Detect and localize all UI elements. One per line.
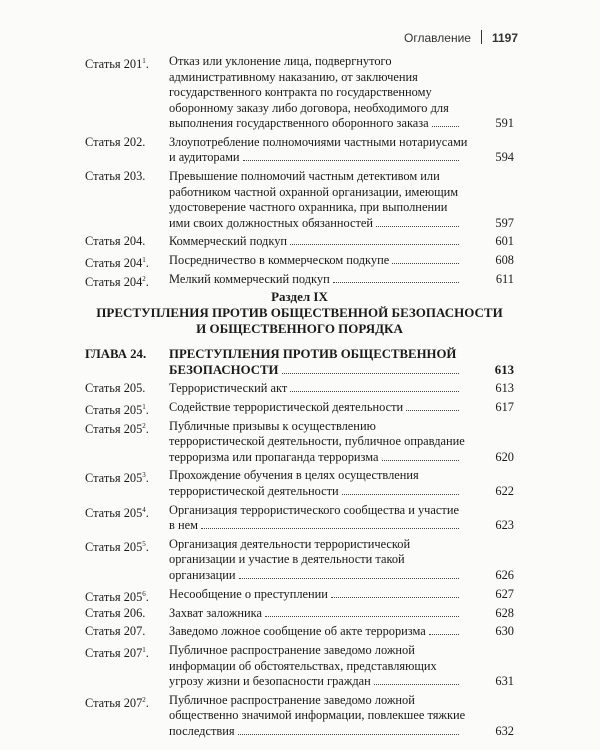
header-page-number: 1197 xyxy=(491,31,518,45)
leader-dots xyxy=(290,242,459,245)
article-title-line: последствия xyxy=(169,723,235,738)
toc-entry xyxy=(85,606,514,622)
article-label: Статья 207. xyxy=(85,624,146,639)
toc-entry xyxy=(85,693,514,740)
page-number: 632 xyxy=(495,723,514,738)
article-superscript: 6 xyxy=(142,589,146,598)
article-label: Статья $205^4$. xyxy=(85,505,149,520)
page-number: 622 xyxy=(495,483,514,498)
leader-dots xyxy=(201,526,459,529)
toc-entry xyxy=(85,169,514,231)
toc-entry xyxy=(85,272,514,288)
toc-entry xyxy=(85,643,514,690)
article-label: Статья 205. xyxy=(85,381,146,395)
section-title-line2: И ОБЩЕСТВЕННОГО ПОРЯДКА xyxy=(196,321,403,336)
article-label: Статья 203. xyxy=(85,169,146,184)
article-title-line: Публичные призывы к осуществлению xyxy=(169,418,376,433)
toc-entry xyxy=(85,587,514,603)
page-number: 617 xyxy=(495,399,514,414)
article-label: Статья $205^2$. xyxy=(85,421,149,436)
article-title-line: информации об обстоятельствах, представляющих xyxy=(169,658,437,673)
article-title-line: Публичное распространение заведомо ложной xyxy=(169,643,415,658)
chapter-title-line: ПРЕСТУПЛЕНИЯ ПРОТИВ ОБЩЕСТВЕННОЙ xyxy=(169,347,457,361)
article-label: Статья $207^1$. xyxy=(85,646,149,661)
toc-entry xyxy=(85,253,514,269)
header-divider xyxy=(481,30,482,44)
toc-entry xyxy=(85,624,514,640)
article-title-line: Террористический акт xyxy=(169,381,288,395)
header-section: Оглавление xyxy=(404,31,471,45)
article-label: Статья $205^1$. xyxy=(85,402,149,417)
article-superscript: 2 xyxy=(142,274,146,283)
article-superscript: 1 xyxy=(142,402,146,411)
toc-entry xyxy=(85,347,514,378)
article-title-line: оборонному заказу либо договора, необходимого для xyxy=(169,100,449,115)
article-superscript: 1 xyxy=(142,646,146,655)
leader-dots xyxy=(238,732,459,735)
leader-dots xyxy=(333,280,459,283)
article-title-line: организации xyxy=(169,567,236,582)
leader-dots xyxy=(432,124,459,127)
leader-dots xyxy=(392,261,459,264)
article-title-line: Злоупотребление полномочиями частными нотариусами xyxy=(169,134,468,149)
article-superscript: 3 xyxy=(142,471,146,480)
page-number: 601 xyxy=(495,234,514,249)
article-title-line: общественно значимой информации, повлекшее тяжкие xyxy=(169,708,466,723)
leader-dots xyxy=(429,632,459,635)
article-title-line: Заведомо ложное сообщение об акте терроризма xyxy=(169,624,426,639)
toc-entry xyxy=(85,135,514,166)
leader-dots xyxy=(342,492,459,495)
article-title-line: Публичное распространение заведомо ложной xyxy=(169,692,415,707)
article-title-line: ими своих должностных обязанностей xyxy=(169,215,374,230)
page-number: 630 xyxy=(495,624,514,639)
article-title-line: и аудиторами xyxy=(169,150,240,165)
article-superscript: 2 xyxy=(142,695,146,704)
toc-entry xyxy=(85,400,514,416)
article-title-line: Коммерческий подкуп xyxy=(169,234,288,249)
article-label: Статья 202. xyxy=(85,134,146,149)
article-title-line: работником частной охранной организации, имеющим xyxy=(169,184,459,199)
toc-entry xyxy=(85,419,514,466)
page-number: 627 xyxy=(495,586,514,601)
article-label: Статья $205^5$. xyxy=(85,539,149,554)
toc-entry xyxy=(85,503,514,534)
toc-list-bottom xyxy=(85,381,514,743)
page-number: 626 xyxy=(495,567,514,582)
chapter-entry xyxy=(85,347,514,378)
article-title-line: организации и участие в деятельности такой xyxy=(169,552,405,567)
leader-dots xyxy=(331,595,459,598)
article-title-line: террористической деятельности xyxy=(169,483,339,498)
article-title-line: Несообщение о преступлении xyxy=(169,586,328,601)
article-title-line: государственного контракта по государственному xyxy=(169,85,432,99)
article-title-line: выполнения государственного оборонного заказа xyxy=(169,116,429,130)
article-title-line: Содействие террористической деятельности xyxy=(169,399,404,414)
leader-dots xyxy=(374,682,459,685)
section-number: Раздел IX xyxy=(271,289,328,304)
article-title-line: терроризма или пропаганда терроризма xyxy=(169,449,379,464)
page-number: 594 xyxy=(495,150,514,165)
leader-dots xyxy=(265,614,459,617)
leader-dots xyxy=(382,458,459,461)
page-number: 608 xyxy=(495,253,514,268)
page-number: 623 xyxy=(495,518,514,533)
article-title-line: Организация террористического сообщества и участие xyxy=(169,502,459,517)
page-number: 597 xyxy=(495,215,514,230)
leader-dots xyxy=(243,158,459,161)
article-title-line: Превышение полномочий частным детективом или xyxy=(169,169,440,184)
article-title-line: административному наказанию, от заключения xyxy=(169,69,418,84)
page-number: 631 xyxy=(495,674,514,689)
article-title-line: в нем xyxy=(169,518,198,533)
article-superscript: 1 xyxy=(142,256,146,265)
article-label: Статья $205^6$. xyxy=(85,589,149,604)
article-label: Статья $204^1$. xyxy=(85,256,149,271)
page-number: 620 xyxy=(495,449,514,464)
leader-dots xyxy=(376,224,459,227)
chapter-label: ГЛАВА 24. xyxy=(85,347,147,361)
toc-entry xyxy=(85,381,514,397)
article-label: Статья $204^2$. xyxy=(85,274,149,289)
article-title-line: террористической деятельности, публичное оправдание xyxy=(169,434,465,449)
article-title-line: удостоверение частного охранника, при выполнении xyxy=(169,200,448,215)
article-label: Статья 204. xyxy=(85,234,146,249)
page-number: 613 xyxy=(495,381,514,395)
toc-list-top xyxy=(85,54,514,291)
leader-dots xyxy=(239,576,459,579)
toc-entry xyxy=(85,234,514,250)
toc-entry xyxy=(85,54,514,132)
chapter-title-line: БЕЗОПАСНОСТИ xyxy=(169,362,279,377)
article-title-line: Отказ или уклонение лица, подвергнутого xyxy=(169,54,392,68)
article-superscript: 2 xyxy=(142,421,146,430)
leader-dots xyxy=(406,408,459,411)
article-title-line: Посредничество в коммерческом подкупе xyxy=(169,253,390,268)
article-label: Статья $201^1$. xyxy=(85,57,149,71)
page-number: 628 xyxy=(495,605,514,620)
page-number: 611 xyxy=(495,271,514,286)
article-superscript: 5 xyxy=(142,539,146,548)
article-title-line: Захват заложника xyxy=(169,605,263,620)
article-title-line: угрозу жизни и безопасности граждан xyxy=(169,674,371,689)
article-title-line: Прохождение обучения в целях осуществления xyxy=(169,468,419,483)
section-title-line1: ПРЕСТУПЛЕНИЯ ПРОТИВ ОБЩЕСТВЕННОЙ БЕЗОПАСНОСТИ xyxy=(96,305,503,320)
running-header xyxy=(404,30,518,45)
article-label: Статья $207^2$. xyxy=(85,695,149,710)
article-superscript: 4 xyxy=(142,505,146,514)
page-number: 591 xyxy=(495,116,514,130)
article-superscript: 1 xyxy=(142,57,146,65)
toc-entry xyxy=(85,537,514,584)
article-title-line: Мелкий коммерческий подкуп xyxy=(169,271,330,286)
toc-entry xyxy=(85,468,514,499)
article-title-line: Организация деятельности террористической xyxy=(169,536,411,551)
chapter-page: 613 xyxy=(494,362,514,377)
leader-dots xyxy=(290,389,459,392)
article-label: Статья $205^3$. xyxy=(85,471,149,486)
article-label: Статья 206. xyxy=(85,605,146,620)
